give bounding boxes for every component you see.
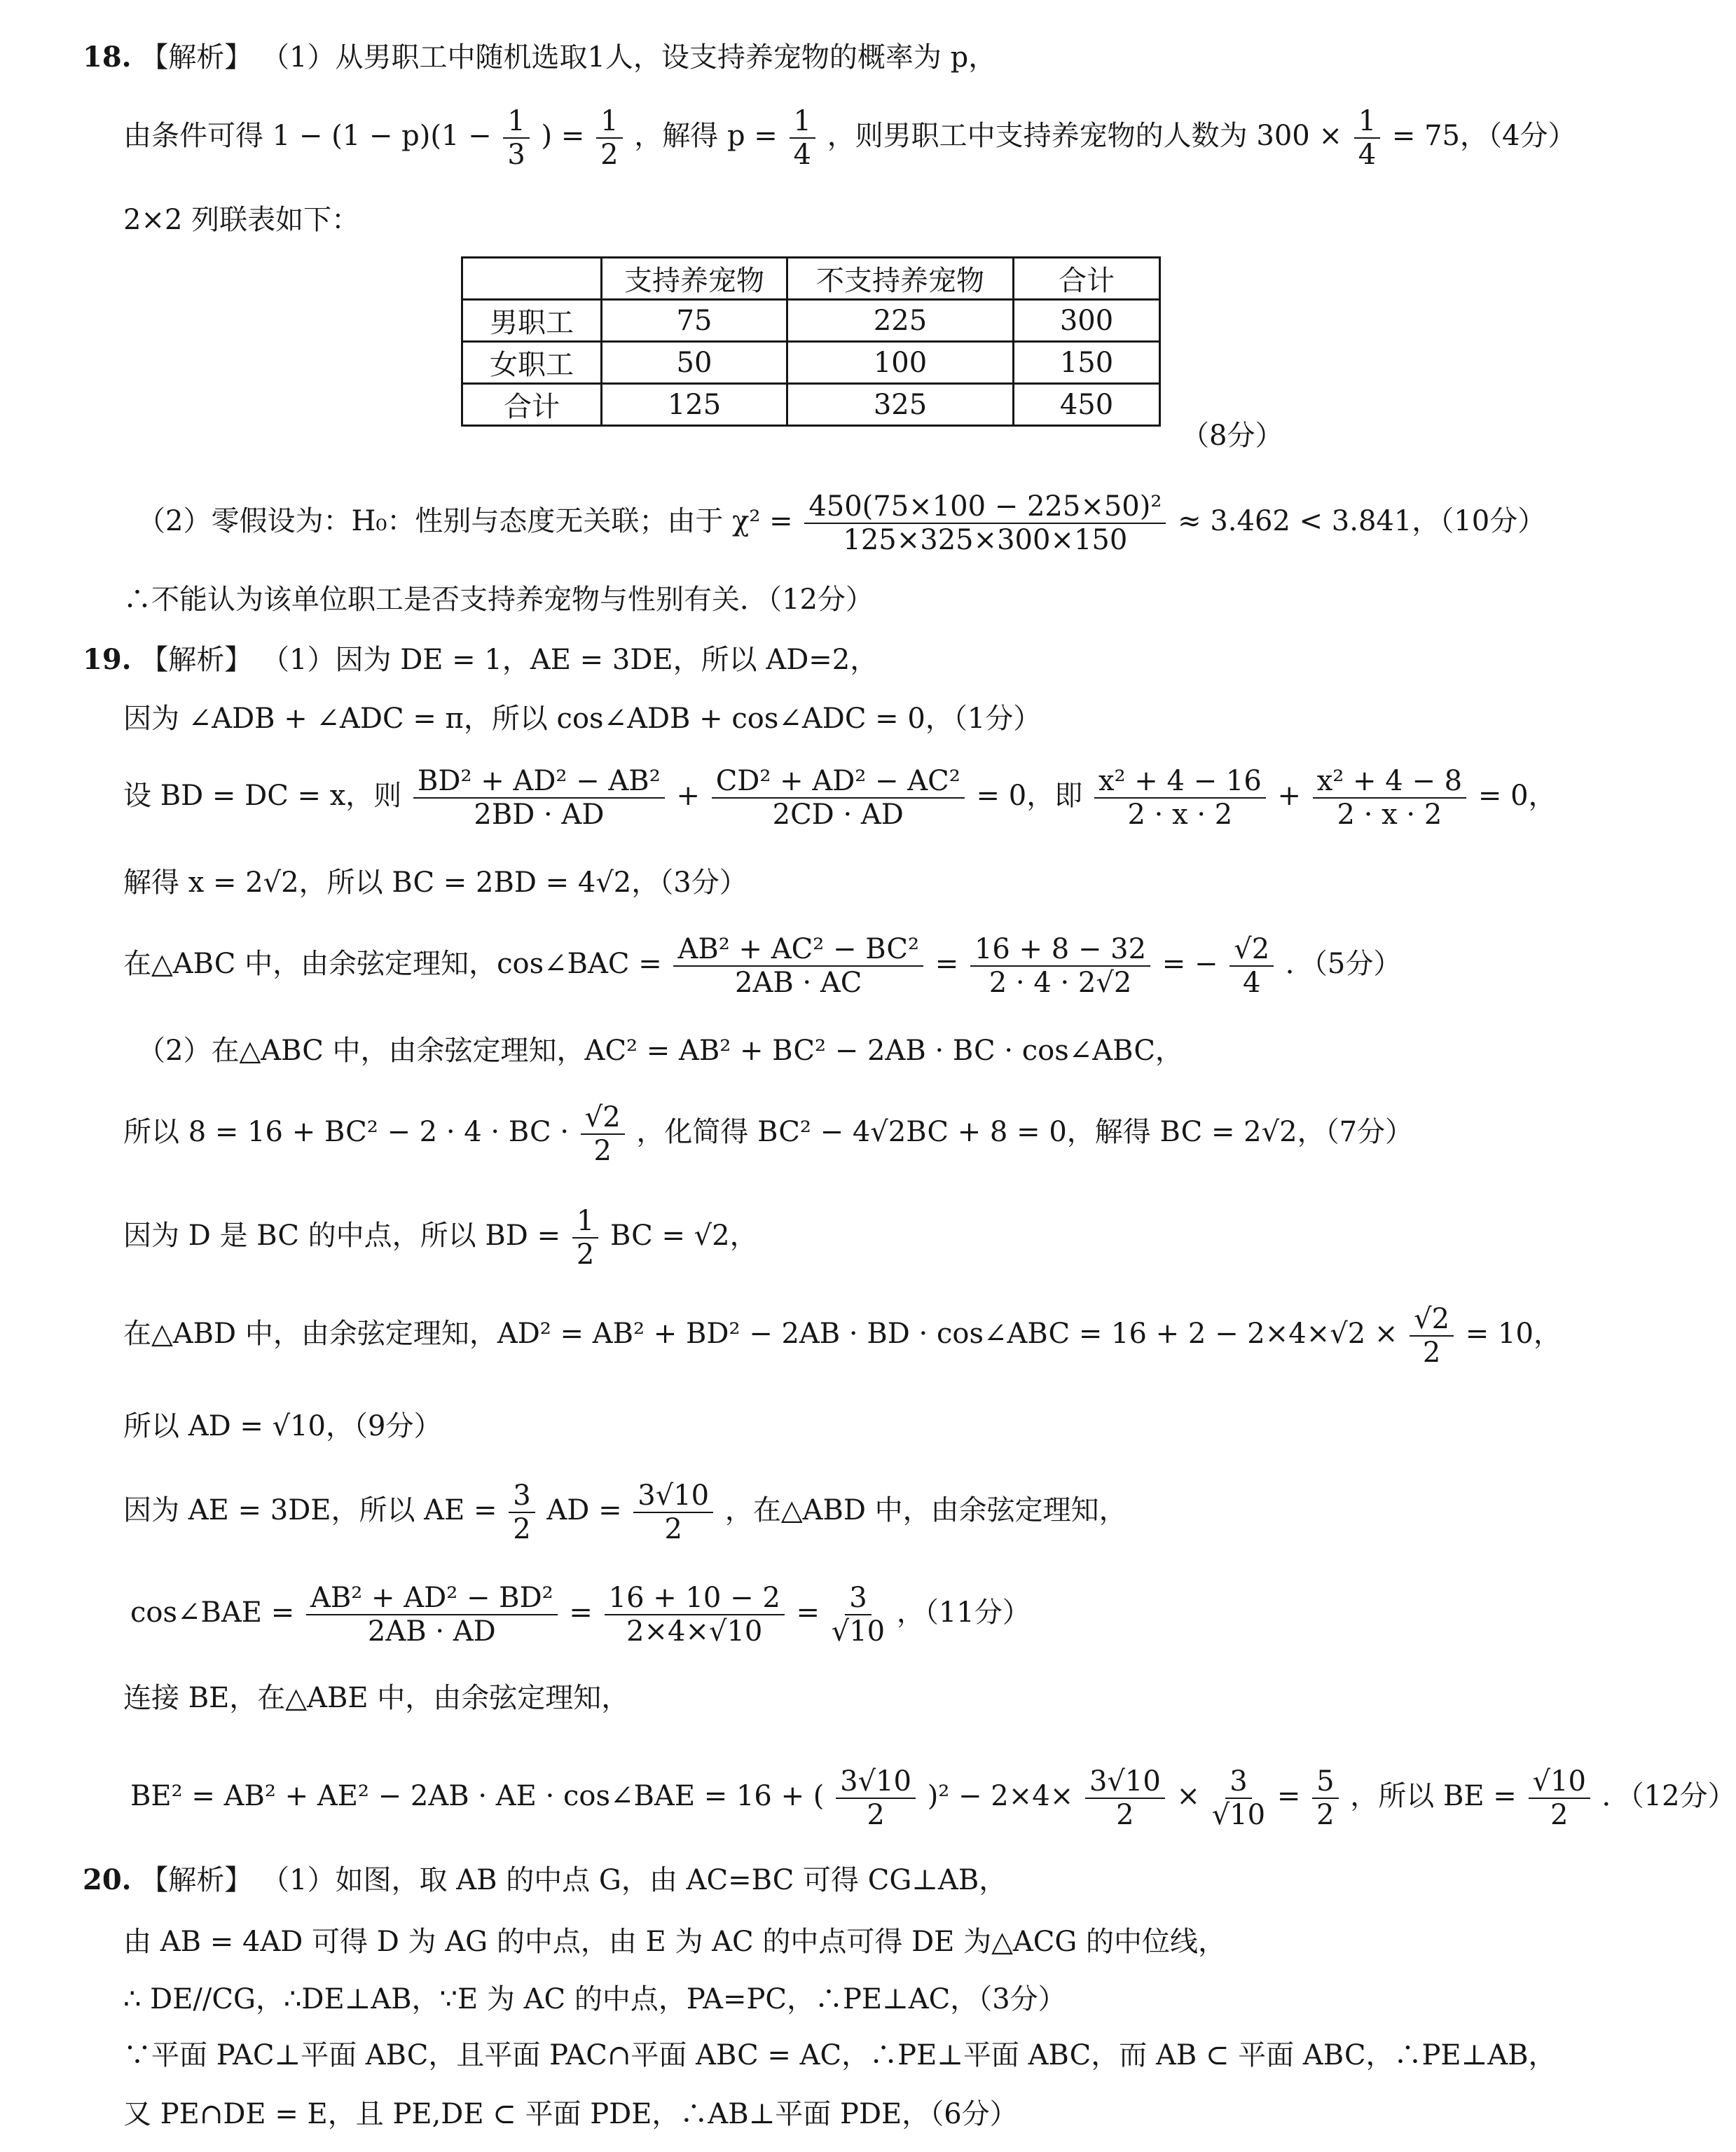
table-cell: 75 bbox=[602, 300, 787, 342]
fraction: $\frac{3√10}{2}$ bbox=[836, 1765, 916, 1831]
q18-line-3: 2×2 列联表如下： bbox=[123, 204, 360, 236]
q19-line-12: cos∠BAE = $\frac{\text{AB² + AD² − BD²}}{2AB \cdot AD}$ = $\frac{16 + 10 - 2}{2\times 4\times√10}$ = $\frac{3}{√10}$ ，（11分） bbox=[130, 1582, 1031, 1648]
contingency-table bbox=[461, 256, 1161, 427]
table-cell: 300 bbox=[1014, 300, 1160, 342]
q19-line-8: 因为 D 是 BC 的中点，所以 BD = $\frac{1}{2}$ BC = √2， bbox=[123, 1205, 758, 1271]
q20-line-5: 又 PE∩DE = E，且 PE,DE ⊂ 平面 PDE，∴AB⊥平面 PDE，（6分） bbox=[123, 2098, 1018, 2130]
q19-line-13: 连接 BE，在△ABE 中，由余弦定理知， bbox=[123, 1682, 630, 1714]
q18-number: 18. bbox=[83, 41, 132, 74]
table-row bbox=[462, 300, 1160, 342]
q19-line-5: 在△ABC 中，由余弦定理知，cos∠BAC = $\frac{\text{AB² + AC² − BC²}}{2AB \cdot AC}$ = $\frac{16 + 8 - 32}{2 \cdot 4 \cdot 2√2}$ = − $\frac{√2}{4}$ ．（5分） bbox=[123, 933, 1402, 999]
fraction-one-third: $\frac{1}{3}$ bbox=[503, 105, 529, 171]
q18-tag: 【解析】 bbox=[140, 41, 253, 74]
q19-line-3: 设 BD = DC = x，则 $\frac{\text{BD² + AD² − AB²}}{2BD \cdot AD}$ + $\frac{\text{CD² + AD² − AC²}}{2CD \cdot AD}$ = 0，即 $\frac{\text{x² + 4 − 16}}{2 \cdot x \cdot 2}$ + $\frac{\text{x² + 4 − 8}}{2 \cdot x \cdot 2}$ = 0， bbox=[123, 765, 1557, 831]
chi-square-fraction: $\frac{\text{450(75×100 − 225×50)²}}{125\times 325\times 300\times 150}$ bbox=[804, 490, 1166, 556]
fraction: $\frac{3}{2}$ bbox=[509, 1480, 535, 1545]
fraction-one-quarter-2: $\frac{1}{4}$ bbox=[1354, 105, 1380, 171]
q19-line-6: （2）在△ABC 中，由余弦定理知，AC² = AB² + BC² − 2AB · BC · cos∠ABC， bbox=[137, 1035, 1183, 1067]
q19-line-10: 所以 AD = √10，（9分） bbox=[123, 1410, 442, 1442]
q19-line-4: 解得 x = 2√2，所以 BC = 2BD = 4√2，（3分） bbox=[123, 867, 748, 899]
fraction: $\frac{√2}{2}$ bbox=[581, 1101, 625, 1167]
table-cell: 225 bbox=[787, 300, 1014, 342]
q18-line-2 bbox=[123, 105, 1576, 171]
fraction: $\frac{√2}{2}$ bbox=[1410, 1303, 1454, 1369]
q18-line-5: ∴不能认为该单位职工是否支持养宠物与性别有关．（12分） bbox=[123, 584, 874, 616]
fraction: $\frac{3√10}{2}$ bbox=[633, 1480, 713, 1545]
table-cell: 325 bbox=[787, 384, 1014, 426]
fraction: $\frac{3√10}{2}$ bbox=[1085, 1765, 1165, 1831]
q20-line-3: ∴ DE//CG，∴DE⊥AB，∵E 为 AC 的中点，PA=PC，∴PE⊥AC，（3分） bbox=[123, 1983, 1066, 2015]
q18-line-1 bbox=[83, 41, 996, 74]
fraction: $\frac{√10}{2}$ bbox=[1529, 1765, 1590, 1831]
fraction: $\frac{1}{2}$ bbox=[572, 1205, 598, 1271]
fraction: $\frac{5}{2}$ bbox=[1312, 1765, 1338, 1831]
table-header-cell: 不支持养宠物 bbox=[787, 258, 1014, 300]
table-header-row bbox=[462, 258, 1160, 300]
q19-line-14: BE² = AB² + AE² − 2AB · AE · cos∠BAE = 16 + ( $\frac{3√10}{2}$ )² − 2×4× $\frac{3√10}{2}$ × $\frac{3}{√10}$ = $\frac{5}{2}$ ，所以 BE = $\frac{√10}{2}$ ．（12分） bbox=[130, 1765, 1736, 1831]
table-cell: 100 bbox=[787, 342, 1014, 384]
q19-text-1: （1）因为 DE = 1，AE = 3DE，所以 AD=2， bbox=[261, 644, 879, 676]
q19-number: 19. bbox=[83, 643, 132, 676]
q20-line-4: ∵平面 PAC⊥平面 ABC，且平面 PAC∩平面 ABC = AC，∴PE⊥平面 ABC，而 AB ⊂ 平面 ABC，∴PE⊥AB， bbox=[123, 2039, 1557, 2071]
q19-line-11: 因为 AE = 3DE，所以 AE = $\frac{3}{2}$ AD = $\frac{3√10}{2}$ ，在△ABD 中，由余弦定理知， bbox=[123, 1480, 1127, 1545]
fraction: $\frac{16 + 8 - 32}{2 \cdot 4 \cdot 2√2}$ bbox=[970, 933, 1150, 999]
q18-text-2d: ，则男职工中支持养宠物的人数为 300 × bbox=[827, 120, 1342, 152]
table-cell: 合计 bbox=[462, 384, 602, 426]
q20-line-1 bbox=[83, 1863, 1007, 1897]
q19-line-7: 所以 8 = 16 + BC² − 2 · 4 · BC · $\frac{√2}{2}$ ，化简得 BC² − 4√2BC + 8 = 0，解得 BC = 2√2，（7分） bbox=[123, 1101, 1414, 1167]
table-cell: 450 bbox=[1014, 384, 1160, 426]
q19-tag: 【解析】 bbox=[140, 644, 253, 676]
q19-line-2: 因为 ∠ADB + ∠ADC = π，所以 cos∠ADB + cos∠ADC = 0，（1分） bbox=[123, 703, 1042, 735]
fraction: $\frac{\text{CD² + AD² − AC²}}{2CD \cdot AD}$ bbox=[712, 765, 965, 831]
q20-text-1: （1）如图，取 AB 的中点 G，由 AC=BC 可得 CG⊥AB， bbox=[261, 1864, 1007, 1896]
fraction-one-half: $\frac{1}{2}$ bbox=[596, 105, 622, 171]
q19-line-1 bbox=[83, 643, 878, 677]
fraction: $\frac{\text{AB² + AD² − BD²}}{2AB \cdot AD}$ bbox=[306, 1582, 558, 1648]
q18-score-8: （8分） bbox=[1181, 420, 1283, 452]
q18-text-4a: （2）零假设为：H₀：性别与态度无关联；由于 χ² = bbox=[137, 505, 793, 537]
table-row bbox=[462, 384, 1160, 426]
q18-text-2a: 由条件可得 1 − (1 − p)(1 − bbox=[123, 120, 492, 152]
q18-text-4b: ≈ 3.462 < 3.841，（10分） bbox=[1178, 505, 1546, 537]
table-header-cell: 支持养宠物 bbox=[602, 258, 787, 300]
fraction-one-quarter: $\frac{1}{4}$ bbox=[790, 105, 815, 171]
fraction: $\frac{16 + 10 - 2}{2\times 4\times√10}$ bbox=[605, 1582, 785, 1648]
table-header-cell: 合计 bbox=[1014, 258, 1160, 300]
q20-line-2: 由 AB = 4AD 可得 D 为 AG 的中点，由 E 为 AC 的中点可得 DE 为△ACG 的中位线， bbox=[123, 1926, 1227, 1958]
table-header-cell bbox=[462, 258, 602, 300]
q18-text-2b: ) = bbox=[541, 120, 585, 152]
table-cell: 125 bbox=[602, 384, 787, 426]
table-row bbox=[462, 342, 1160, 384]
fraction: $\frac{\text{x² + 4 − 16}}{2 \cdot x \cdot 2}$ bbox=[1094, 765, 1266, 831]
q18-text-1: （1）从男职工中随机选取1人，设支持养宠物的概率为 p， bbox=[261, 41, 997, 74]
q20-number: 20. bbox=[83, 1863, 132, 1896]
table-cell: 女职工 bbox=[462, 342, 602, 384]
q19-line-9: 在△ABD 中，由余弦定理知，AD² = AB² + BD² − 2AB · BD · cos∠ABC = 16 + 2 − 2×4×√2 × $\frac{√2}{2}$ = 10， bbox=[123, 1303, 1562, 1369]
table-cell: 150 bbox=[1014, 342, 1160, 384]
fraction: $\frac{\text{x² + 4 − 8}}{2 \cdot x \cdot 2}$ bbox=[1313, 765, 1466, 831]
fraction: $\frac{3}{√10}$ bbox=[1211, 1765, 1266, 1831]
table-cell: 男职工 bbox=[462, 300, 602, 342]
fraction: $\frac{3}{√10}$ bbox=[831, 1582, 886, 1648]
table-cell: 50 bbox=[602, 342, 787, 384]
q20-tag: 【解析】 bbox=[140, 1864, 253, 1896]
fraction: $\frac{\text{AB² + AC² − BC²}}{2AB \cdot AC}$ bbox=[673, 933, 923, 999]
fraction: $\frac{√2}{4}$ bbox=[1229, 933, 1274, 999]
fraction: $\frac{\text{BD² + AD² − AB²}}{2BD \cdot AD}$ bbox=[413, 765, 665, 831]
q18-text-2c: ，解得 p = bbox=[634, 120, 778, 152]
q18-text-2e: = 75，（4分） bbox=[1391, 120, 1576, 152]
q18-line-4 bbox=[137, 490, 1545, 556]
